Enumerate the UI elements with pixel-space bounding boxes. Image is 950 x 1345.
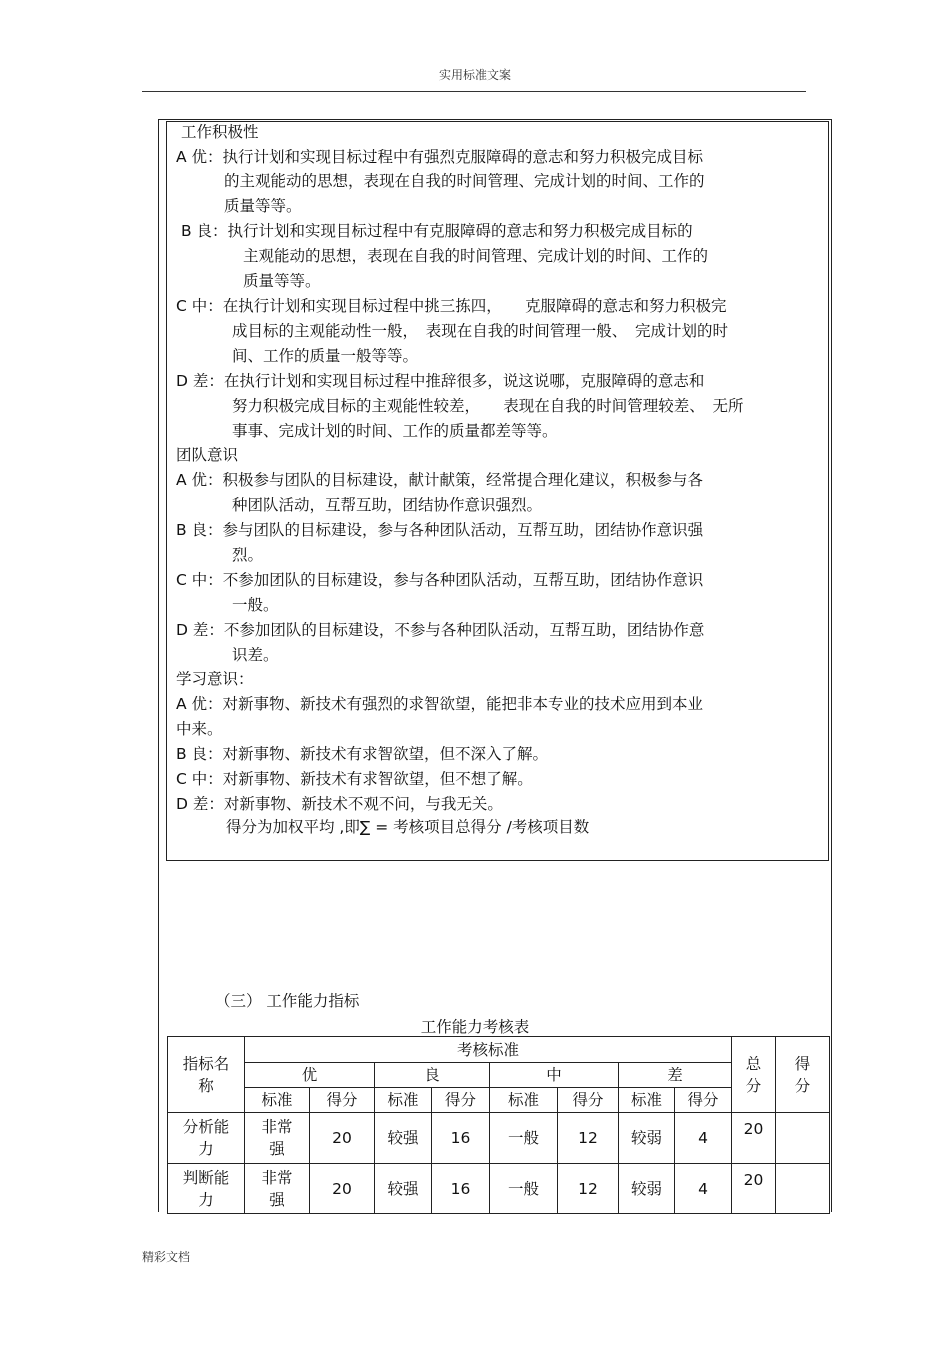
criterion-line: A 优：对新事物、新技术有强烈的求智欲望，能把非本专业的技术应用到本业 xyxy=(176,695,704,713)
sub-score: 得分 xyxy=(432,1088,490,1113)
grade-header: 良 xyxy=(375,1063,490,1088)
criterion-line: A 优：执行计划和实现目标过程中有强烈克服障碍的意志和努力积极完成目标 xyxy=(176,148,704,166)
section-title: （三） 工作能力指标 xyxy=(215,992,360,1010)
cell-standard: 较强 xyxy=(375,1164,432,1214)
cell-standard: 较强 xyxy=(375,1113,432,1164)
criterion-line: C 中：对新事物、新技术有求智欲望，但不想了解。 xyxy=(176,770,533,788)
sub-standard: 标准 xyxy=(375,1088,432,1113)
cell-standard: 非常强 xyxy=(261,1118,293,1158)
criterion-line: B 良：对新事物、新技术有求智欲望，但不深入了解。 xyxy=(176,745,549,763)
header-rule xyxy=(142,91,806,92)
criterion-line: 间、工作的质量一般等等。 xyxy=(232,347,419,365)
table-title: 工作能力考核表 xyxy=(420,1018,530,1036)
criterion-line: 识差。 xyxy=(232,646,279,664)
criterion-line: C 中：在执行计划和实现目标过程中挑三拣四， 克服障碍的意志和努力积极完 xyxy=(176,297,727,315)
cell-standard: 一般 xyxy=(490,1113,558,1164)
criterion-line: 事事、完成计划的时间、工作的质量都差等等。 xyxy=(232,422,558,440)
cell-standard: 较弱 xyxy=(619,1113,675,1164)
criterion-line: D 差：不参加团队的目标建设，不参与各种团队活动，互帮互助，团结协作意 xyxy=(176,621,705,639)
criterion-line: 主观能动的思想，表现在自我的时间管理、完成计划的时间、工作的 xyxy=(243,247,709,265)
sub-score: 得分 xyxy=(310,1088,375,1113)
criterion-line: D 差：对新事物、新技术不观不问，与我无关。 xyxy=(176,795,503,813)
criterion-line: D 差：在执行计划和实现目标过程中推辞很多，说这说哪，克服障碍的意志和 xyxy=(176,372,705,390)
cell-score: 12 xyxy=(558,1164,619,1214)
cell-score: 16 xyxy=(432,1164,490,1214)
sub-standard: 标准 xyxy=(245,1088,310,1113)
criterion-line: 烈。 xyxy=(232,546,264,564)
cell-total: 20 xyxy=(732,1164,776,1214)
grade-header: 中 xyxy=(490,1063,619,1088)
row-name: 判断能力 xyxy=(182,1168,230,1209)
cell-total: 20 xyxy=(732,1113,776,1164)
table-row xyxy=(168,1164,830,1214)
sub-standard: 标准 xyxy=(490,1088,558,1113)
col-score: 得分 xyxy=(776,1037,830,1113)
grade-header: 优 xyxy=(245,1063,375,1088)
cell-score: 12 xyxy=(558,1113,619,1164)
criterion-line: C 中：不参加团队的目标建设，参与各种团队活动，互帮互助，团结协作意识 xyxy=(176,571,704,589)
criterion-line: 中来。 xyxy=(176,720,223,738)
criterion-line: B 良：执行计划和实现目标过程中有克服障碍的意志和努力积极完成目标的 xyxy=(181,222,693,240)
criterion-line: 的主观能动的思想，表现在自我的时间管理、完成计划的时间、工作的 xyxy=(224,172,705,190)
row-name: 分析能力 xyxy=(182,1118,230,1158)
page-footer: 精彩文档 xyxy=(142,1250,191,1264)
criterion-title: 学习意识： xyxy=(176,670,254,688)
criterion-line: A 优：积极参与团队的目标建设，献计献策，经常提合理化建议，积极参与各 xyxy=(176,471,704,489)
grade-header: 差 xyxy=(619,1063,732,1088)
sub-score: 得分 xyxy=(675,1088,732,1113)
sub-standard: 标准 xyxy=(619,1088,675,1113)
formula-text: 得分为加权平均 ,即∑ = 考核项目总得分 /考核项目数 xyxy=(226,818,590,836)
cell-score: 20 xyxy=(310,1164,375,1214)
cell-score: 20 xyxy=(310,1113,375,1164)
table-row xyxy=(168,1113,830,1164)
cell-standard: 一般 xyxy=(490,1164,558,1214)
criterion-line: 努力积极完成目标的主观能性较差， 表现在自我的时间管理较差、 无所 xyxy=(232,397,744,415)
criterion-line: 质量等等。 xyxy=(224,197,302,215)
cell-score: 4 xyxy=(675,1113,732,1164)
criterion-line: 质量等等。 xyxy=(243,272,321,290)
col-standard-group: 考核标准 xyxy=(245,1037,732,1063)
cell-final-score xyxy=(776,1113,830,1164)
cell-score: 4 xyxy=(675,1164,732,1214)
page-header: 实用标准文案 xyxy=(438,68,511,82)
cell-standard: 非常强 xyxy=(261,1168,293,1209)
criterion-line: B 良：参与团队的目标建设，参与各种团队活动，互帮互助，团结协作意识强 xyxy=(176,521,704,539)
col-total: 总分 xyxy=(732,1037,776,1113)
cell-standard: 较弱 xyxy=(619,1164,675,1214)
cell-score: 16 xyxy=(432,1113,490,1164)
cell-final-score xyxy=(776,1164,830,1214)
criterion-title: 工作积极性 xyxy=(181,123,259,141)
criterion-title: 团队意识 xyxy=(176,446,239,464)
criterion-line: 种团队活动，互帮互助，团结协作意识强烈。 xyxy=(232,496,543,514)
sub-score: 得分 xyxy=(558,1088,619,1113)
criterion-line: 成目标的主观能动性一般， 表现在自我的时间管理一般、 完成计划的时 xyxy=(232,322,729,340)
col-indicator: 指标名称 xyxy=(168,1037,245,1113)
ability-table xyxy=(167,1036,830,1214)
criterion-line: 一般。 xyxy=(232,596,279,614)
